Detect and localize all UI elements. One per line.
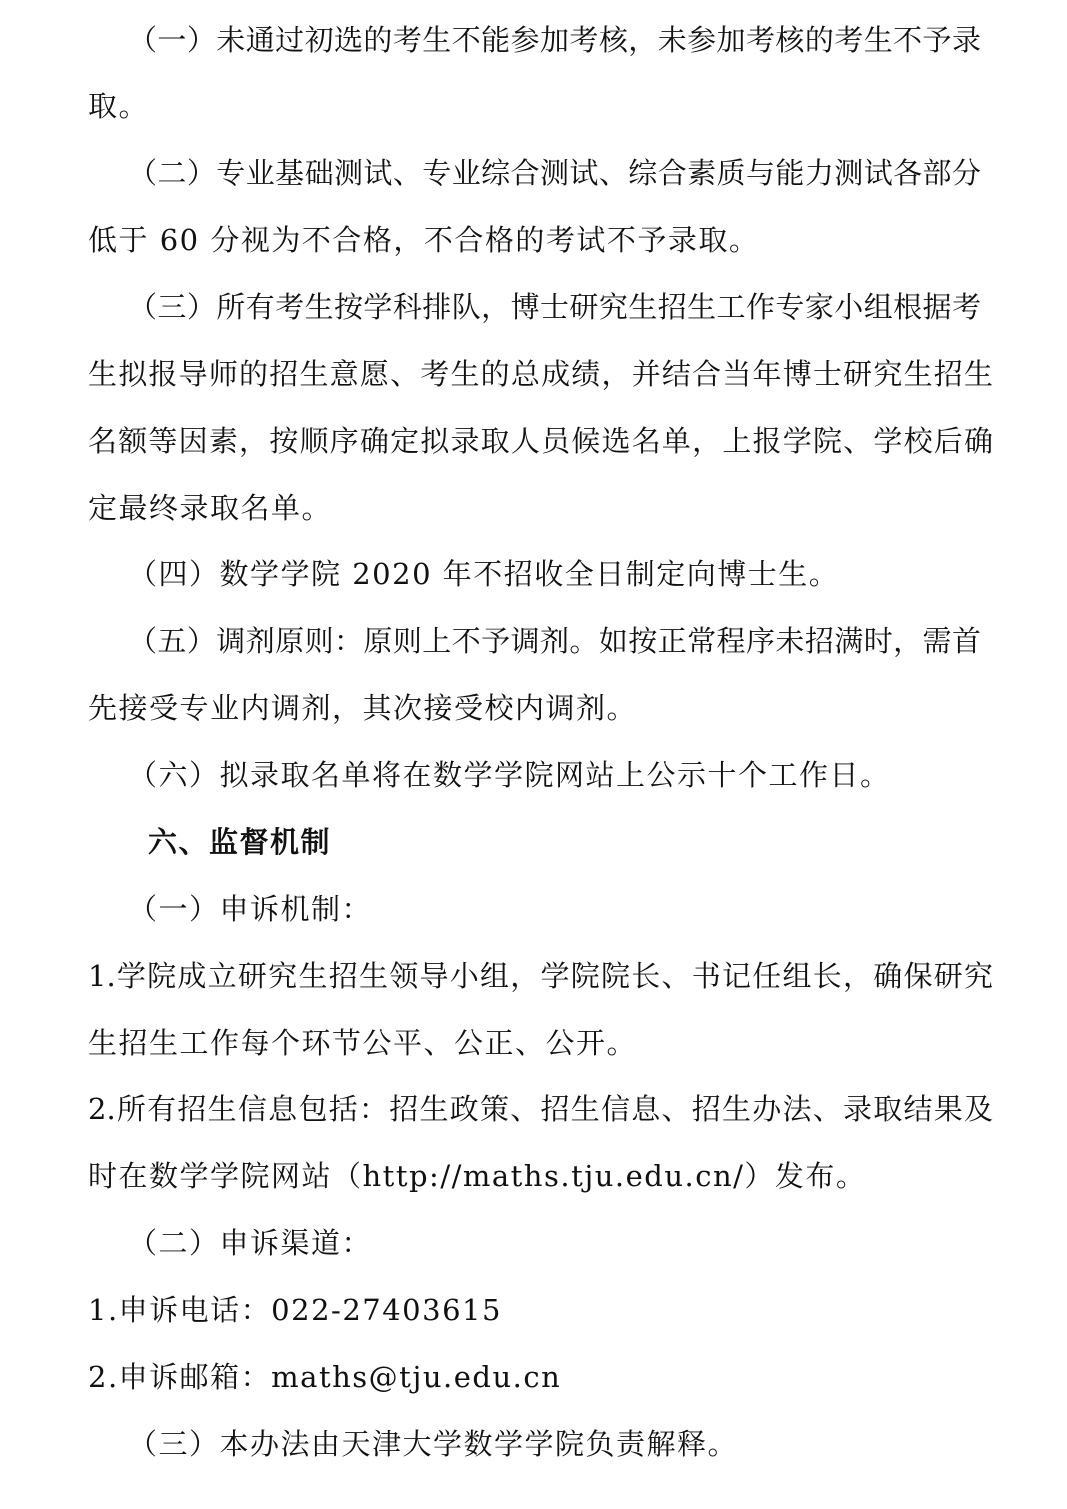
paragraph-line: （二）专业基础测试、专业综合测试、综合素质与能力测试各部分 (128, 156, 981, 190)
paragraph-line: 2.所有招生信息包括：招生政策、招生信息、招生办法、录取结果及 (88, 1092, 993, 1126)
paragraph-line: （三）本办法由天津大学数学学院负责解释。 (128, 1427, 739, 1461)
section-heading: 六、监督机制 (148, 825, 332, 859)
complaint-email: 2.申诉邮箱：maths@tju.edu.cn (88, 1360, 562, 1394)
paragraph-line: 名额等因素，按顺序确定拟录取人员候选名单，上报学院、学校后确 (88, 424, 993, 458)
paragraph-line: （三）所有考生按学科排队，博士研究生招生工作专家小组根据考 (128, 290, 981, 324)
paragraph-line: 生拟报导师的招生意愿、考生的总成绩，并结合当年博士研究生招生 (88, 357, 993, 391)
paragraph-line: 1.学院成立研究生招生领导小组，学院院长、书记任组长，确保研究 (88, 959, 993, 993)
paragraph-line: （四）数学学院 2020 年不招收全日制定向博士生。 (128, 557, 840, 591)
paragraph-line: 先接受专业内调剂，其次接受校内调剂。 (88, 691, 638, 725)
complaint-phone: 1.申诉电话：022-27403615 (88, 1293, 502, 1327)
paragraph-line: 时在数学学院网站（http://maths.tju.edu.cn/）发布。 (88, 1159, 867, 1193)
paragraph-line: 生招生工作每个环节公平、公正、公开。 (88, 1026, 638, 1060)
subsection-heading: （一）申诉机制： (128, 892, 373, 926)
paragraph-line: 取。 (88, 89, 150, 123)
paragraph-line: （一）未通过初选的考生不能参加考核，未参加考核的考生不予录 (128, 23, 981, 57)
paragraph-line: 定最终录取名单。 (88, 491, 333, 525)
paragraph-line: 低于 60 分视为不合格，不合格的考试不予录取。 (88, 223, 760, 257)
paragraph-line: （六）拟录取名单将在数学学院网站上公示十个工作日。 (128, 758, 891, 792)
subsection-heading: （二）申诉渠道： (128, 1226, 373, 1260)
paragraph-line: （五）调剂原则：原则上不予调剂。如按正常程序未招满时，需首 (128, 624, 981, 658)
